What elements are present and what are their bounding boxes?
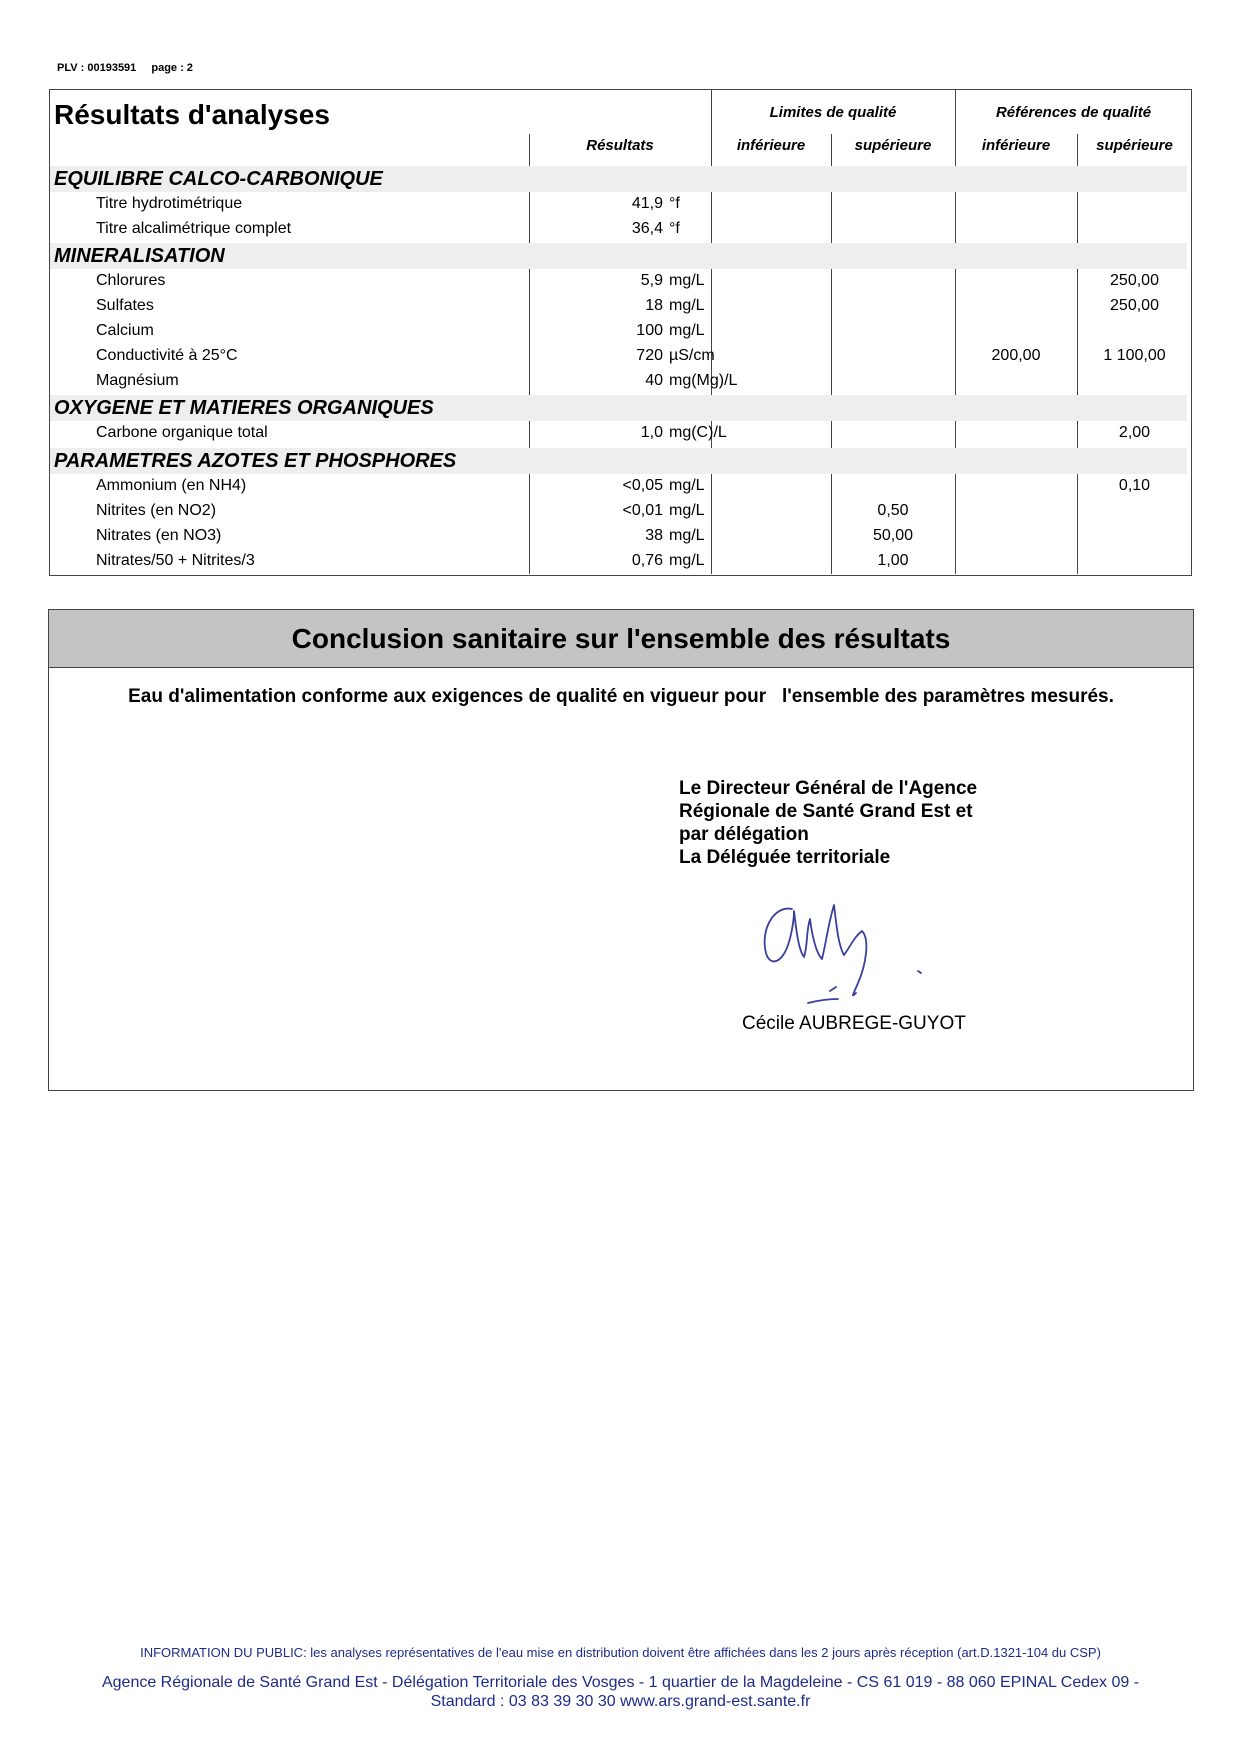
handwritten-signature [744, 875, 964, 1015]
section-header [50, 243, 1187, 269]
parameter-name: Ammonium (en NH4) [96, 477, 247, 494]
signatory-block [679, 777, 977, 869]
result-unit: °f [669, 195, 680, 212]
table-row [49, 369, 1192, 394]
group-header-limits: Limites de qualité [769, 104, 897, 121]
result-unit: mg(Mg)/L [669, 372, 738, 389]
reference-upper: 1 100,00 [1103, 347, 1166, 364]
group-header-references: Références de qualité [995, 104, 1152, 121]
section-label: MINERALISATION [54, 245, 225, 267]
address-line: Standard : 03 83 39 30 30 www.ars.grand-est.sante.fr [430, 1693, 811, 1710]
limit-upper: 0,50 [877, 502, 909, 519]
result-unit: mg/L [669, 297, 705, 314]
signatory-line: Le Directeur Général de l'Agence [679, 778, 978, 799]
column-header-limit-lower: inférieure [736, 137, 806, 154]
result-unit: mg/L [669, 477, 705, 494]
column-header-reference-upper: supérieure [1096, 137, 1173, 154]
parameter-name: Nitrites (en NO2) [96, 502, 217, 519]
parameter-name: Sulfates [96, 297, 154, 314]
reference-upper: 250,00 [1110, 297, 1159, 314]
limit-upper: 50,00 [872, 527, 914, 544]
table-row [49, 294, 1192, 319]
result-value: 720 [636, 347, 663, 364]
result-value: 100 [636, 322, 663, 339]
result-unit: mg(C)/L [669, 424, 727, 441]
table-row [49, 421, 1192, 446]
signatory-line: La Déléguée territoriale [679, 847, 891, 868]
table-row [49, 192, 1192, 217]
section-header [50, 166, 1187, 192]
table-row [49, 499, 1192, 524]
section-label: PARAMETRES AZOTES ET PHOSPHORES [54, 450, 457, 472]
table-row [49, 524, 1192, 549]
result-value: 41,9 [631, 195, 663, 212]
signatory-line: Régionale de Santé Grand Est et [679, 801, 973, 822]
results-table [49, 89, 1192, 576]
result-value: 40 [645, 372, 663, 389]
reference-upper: 250,00 [1110, 272, 1159, 289]
result-value: 36,4 [631, 220, 663, 237]
public-information-notice: INFORMATION DU PUBLIC: les analyses représentatives de l'eau mise en distribution doivent être affichées dans les 2 jours après réception (art.D.1321-104 du CSP) [140, 1645, 1101, 1660]
reference-upper: 2,00 [1118, 424, 1151, 441]
reference-lower: 200,00 [991, 347, 1041, 364]
plv-reference: PLV : 00193591 [57, 62, 137, 74]
parameter-name: Titre hydrotimétrique [96, 195, 243, 212]
document-reference [57, 62, 205, 74]
result-value: 0,76 [631, 552, 663, 569]
signatory-line: par délégation [679, 824, 809, 845]
reference-upper: 0,10 [1118, 477, 1151, 494]
parameter-name: Chlorures [96, 272, 166, 289]
signature-stroke [918, 971, 921, 973]
result-value: 38 [645, 527, 663, 544]
result-value: <0,05 [622, 477, 663, 494]
signature-stroke [765, 905, 867, 995]
result-value: 1,0 [640, 424, 663, 441]
signer-name: Cécile AUBREGE-GUYOT [742, 1013, 966, 1034]
footer-address [60, 1673, 1181, 1711]
result-unit: mg/L [669, 502, 705, 519]
conclusion-title: Conclusion sanitaire sur l'ensemble des résultats [49, 610, 1193, 668]
parameter-name: Nitrates (en NO3) [96, 527, 222, 544]
signature-stroke [808, 999, 838, 1003]
section-header [50, 448, 1187, 474]
parameter-name: Calcium [96, 322, 154, 339]
limit-upper: 1,00 [877, 552, 909, 569]
table-row [49, 217, 1192, 242]
result-value: 5,9 [640, 272, 663, 289]
address-line: Agence Régionale de Santé Grand Est - Délégation Territoriale des Vosges - 1 quartier de la Magdeleine - CS 61 019 - 88 060 EPINAL Cedex 09 - [101, 1674, 1140, 1691]
conclusion-box [48, 609, 1194, 1091]
parameter-name: Magnésium [96, 372, 179, 389]
table-row [49, 549, 1192, 574]
section-label: EQUILIBRE CALCO-CARBONIQUE [54, 168, 383, 190]
page-number: page : 2 [151, 62, 193, 74]
table-row [49, 269, 1192, 294]
result-value: <0,01 [622, 502, 663, 519]
result-value: 18 [645, 297, 663, 314]
result-unit: mg/L [669, 552, 705, 569]
section-label: OXYGENE ET MATIERES ORGANIQUES [54, 397, 434, 419]
conclusion-text: Eau d'alimentation conforme aux exigences de qualité en vigueur pour l'ensemble des paramètres mesurés. [128, 686, 1114, 707]
table-row [49, 319, 1192, 344]
parameter-name: Nitrates/50 + Nitrites/3 [96, 552, 255, 569]
column-header-results: Résultats [586, 137, 654, 154]
parameter-name: Titre alcalimétrique complet [96, 220, 292, 237]
table-row [49, 344, 1192, 369]
parameter-name: Carbone organique total [96, 424, 268, 441]
section-header [50, 395, 1187, 421]
column-header-limit-upper: supérieure [854, 137, 932, 154]
result-unit: °f [669, 220, 680, 237]
result-unit: mg/L [669, 272, 705, 289]
result-unit: µS/cm [669, 347, 715, 364]
result-unit: mg/L [669, 322, 705, 339]
parameter-name: Conductivité à 25°C [96, 347, 238, 364]
signature-strokes [765, 905, 921, 1003]
signature-stroke [830, 987, 836, 991]
column-header-reference-lower: inférieure [981, 137, 1051, 154]
page-title: Résultats d'analyses [54, 99, 330, 130]
table-row [49, 474, 1192, 499]
result-unit: mg/L [669, 527, 705, 544]
